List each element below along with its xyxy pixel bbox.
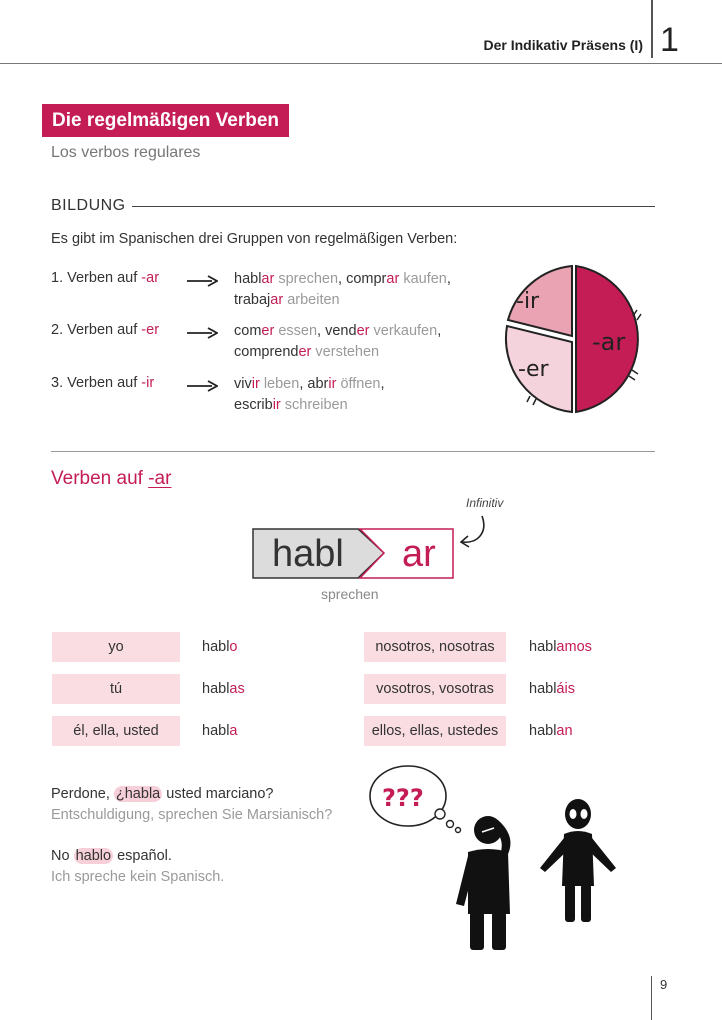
pie-label-er: -er [518,357,549,382]
form-stem: habl [202,723,230,739]
ar-heading-prefix: Verben auf [51,468,149,489]
example-ending: ir [251,376,260,392]
form-stem: habl [529,639,557,655]
header-rule [0,63,722,64]
example-stem: vend [325,323,357,339]
group-prefix: 1. Verben auf [51,270,142,286]
person-figure [456,816,510,950]
form-stem: habl [202,639,230,655]
pie-label-ir: -ir [516,289,540,314]
verb-form [202,716,238,746]
form-ending: an [556,723,573,739]
example-separator: , [446,271,451,287]
sentence-part: Perdone, [51,786,114,802]
group-label [51,270,159,286]
curved-arrow-icon [448,508,498,550]
example-stem: com [234,323,262,339]
group-examples [234,269,451,311]
example-separator: , [299,376,308,392]
form-ending: áis [556,681,575,697]
ar-heading-ending: -ar [148,468,172,489]
example-stem: compr [346,271,387,287]
chapter-number: 1 [660,21,679,59]
form-ending: o [229,639,238,655]
section-rule [51,451,655,452]
group-label [51,322,159,338]
example-translation: sprechen [278,271,339,287]
example-ending: ar [270,292,284,308]
verb-groups-pie [500,258,660,418]
example-translation: verstehen [315,344,380,360]
example-separator: , [437,323,442,339]
example-sentence [51,846,172,867]
header-divider [651,0,653,58]
thought-bubble-text: ??? [382,784,424,812]
example-ending: ir [272,397,281,413]
example-separator: , [317,323,326,339]
form-ending: amos [556,639,592,655]
example-stem: trabaj [234,292,271,308]
section-title: Die regelmäßigen Verben [42,104,289,137]
example-stem: habl [234,271,262,287]
example-stem: viv [234,376,252,392]
example-translation: öffnen [340,376,381,392]
arrow-right-icon [186,327,218,339]
example-translation: arbeiten [287,292,340,308]
verb-form [529,674,575,704]
verb-translation: sprechen [321,586,379,602]
highlighted-verb: hablo [75,848,112,864]
group-examples [234,321,441,363]
group-prefix: 2. Verben auf [51,322,142,338]
pronoun-cell: él, ella, usted [52,716,180,746]
example-sentence [51,784,273,805]
bildung-rule [132,206,655,207]
alien-figure [540,799,616,922]
example-translation: essen [278,323,318,339]
sentence-part: No [51,848,74,864]
example-ending: er [298,344,312,360]
pronoun-cell: vosotros, vosotras [364,674,506,704]
group-examples [234,374,385,416]
example-ending: ir [328,376,337,392]
example-ending: ar [261,271,275,287]
verb-stem: habl [272,533,344,575]
arrow-right-icon [186,275,218,287]
page-number: 9 [660,977,668,992]
example-translation: verkaufen [373,323,438,339]
footer-divider [651,976,652,1020]
form-stem: habl [202,681,230,697]
chapter-title: Der Indikativ Präsens (I) [483,37,643,53]
pronoun-cell: nosotros, nosotras [364,632,506,662]
example-translation: Ich spreche kein Spanisch. [51,869,225,885]
section-subtitle: Los verbos regulares [51,144,201,161]
form-stem: habl [529,681,557,697]
form-stem: habl [529,723,557,739]
form-ending: as [229,681,245,697]
verb-form [202,674,245,704]
example-translation: Entschuldigung, sprechen Sie Marsianisch? [51,807,333,823]
group-prefix: 3. Verben auf [51,375,142,391]
pie-label-ar: -ar [592,328,626,356]
pronoun-cell: ellos, ellas, ustedes [364,716,506,746]
example-ending: er [261,323,275,339]
ar-section-heading [51,468,171,490]
verb-form [529,632,592,662]
group-ending: -ar [141,270,160,286]
pronoun-cell: tú [52,674,180,704]
sentence-part: usted marciano? [162,786,274,802]
example-stem: abr [307,376,329,392]
bildung-intro: Es gibt im Spanischen drei Gruppen von regelmäßigen Verben: [51,231,458,247]
infinitiv-label: Infinitiv [466,496,504,510]
example-stem: comprend [234,344,299,360]
example-translation: schreiben [284,397,348,413]
example-ending: ar [386,271,400,287]
verb-ending: ar [402,533,436,575]
example-ending: er [356,323,370,339]
bildung-heading: BILDUNG [51,197,126,214]
example-stem: escrib [234,397,273,413]
pronoun-cell: yo [52,632,180,662]
arrow-right-icon [186,380,218,392]
confused-person-and-alien-illustration [364,764,634,954]
example-separator: , [338,271,347,287]
example-translation: leben [263,376,300,392]
group-label [51,375,154,391]
example-separator: , [380,376,385,392]
verb-form [202,632,238,662]
group-ending: -ir [141,375,155,391]
example-translation: kaufen [403,271,447,287]
sentence-part: español. [113,848,172,864]
form-ending: a [229,723,238,739]
group-ending: -er [141,322,160,338]
verb-form [529,716,573,746]
highlighted-verb: ¿habla [115,786,161,802]
